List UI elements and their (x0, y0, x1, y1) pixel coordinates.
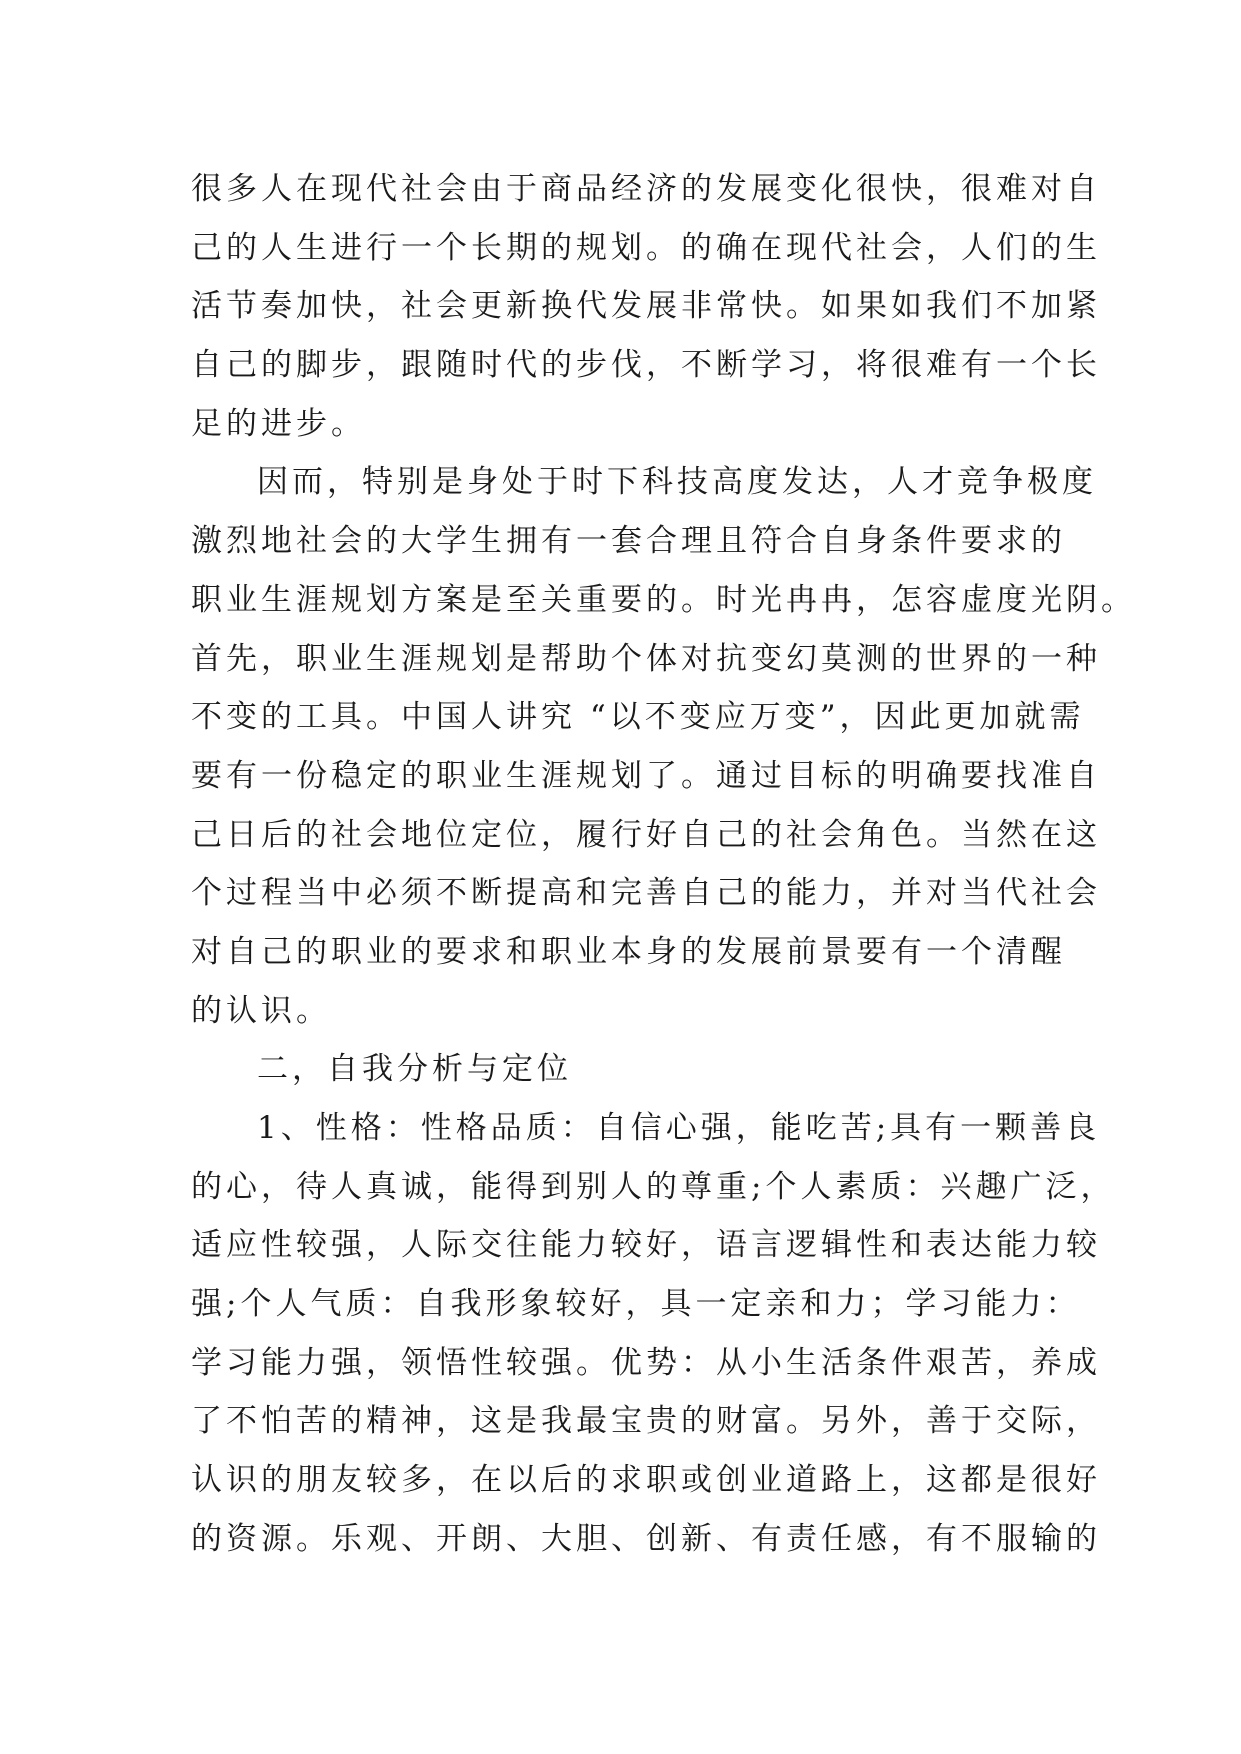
text-line: 职业生涯规划方案是至关重要的。时光冉冉，怎容虚度光阴。 (191, 581, 1136, 618)
text-line: 适应性较强，人际交往能力较好，语言逻辑性和表达能力较 (191, 1227, 1101, 1264)
text-line: 学习能力强，领悟性较强。优势：从小生活条件艰苦，养成 (191, 1344, 1101, 1381)
text-line: 激烈地社会的大学生拥有一套合理且符合自身条件要求的 (191, 523, 1066, 560)
text-line: 认识的朋友较多，在以后的求职或创业道路上，这都是很好 (191, 1462, 1101, 1499)
text-line: 了不怕苦的精神，这是我最宝贵的财富。另外，善于交际， (191, 1403, 1101, 1440)
text-line: 不变的工具。中国人讲究 “以不变应万变”，因此更加就需 (191, 699, 1085, 736)
text-line: 足的进步。 (191, 405, 366, 442)
text-line: 活节奏加快，社会更新换代发展非常快。如果如我们不加紧 (191, 288, 1101, 325)
text-line: 要有一份稳定的职业生涯规划了。通过目标的明确要找准自 (191, 757, 1101, 794)
body-text (191, 160, 1136, 1569)
text-line: 1、性格：性格品质：自信心强，能吃苦;具有一颗善良 (257, 1110, 1101, 1146)
text-line: 自己的脚步，跟随时代的步伐，不断学习，将很难有一个长 (191, 347, 1101, 384)
text-line: 己的人生进行一个长期的规划。的确在现代社会，人们的生 (191, 229, 1101, 266)
text-line: 很多人在现代社会由于商品经济的发展变化很快，很难对自 (191, 171, 1101, 207)
text-line: 对自己的职业的要求和职业本身的发展前景要有一个清醒 (191, 933, 1066, 970)
text-line: 首先，职业生涯规划是帮助个体对抗变幻莫测的世界的一种 (191, 640, 1101, 677)
text-line: 的心，待人真诚，能得到别人的尊重;个人素质：兴趣广泛， (191, 1168, 1116, 1205)
text-line: 个过程当中必须不断提高和完善自己的能力，并对当代社会 (191, 875, 1101, 912)
text-line: 己日后的社会地位定位，履行好自己的社会角色。当然在这 (191, 816, 1101, 853)
section-heading: 二，自我分析与定位 (257, 1051, 572, 1088)
text-line: 强;个人气质：自我形象较好，具一定亲和力；学习能力： (191, 1286, 1081, 1323)
text-line: 因而，特别是身处于时下科技高度发达，人才竞争极度 (257, 464, 1097, 501)
text-line: 的认识。 (191, 992, 331, 1029)
text-line: 的资源。乐观、开朗、大胆、创新、有责任感，有不服输的 (191, 1520, 1101, 1557)
